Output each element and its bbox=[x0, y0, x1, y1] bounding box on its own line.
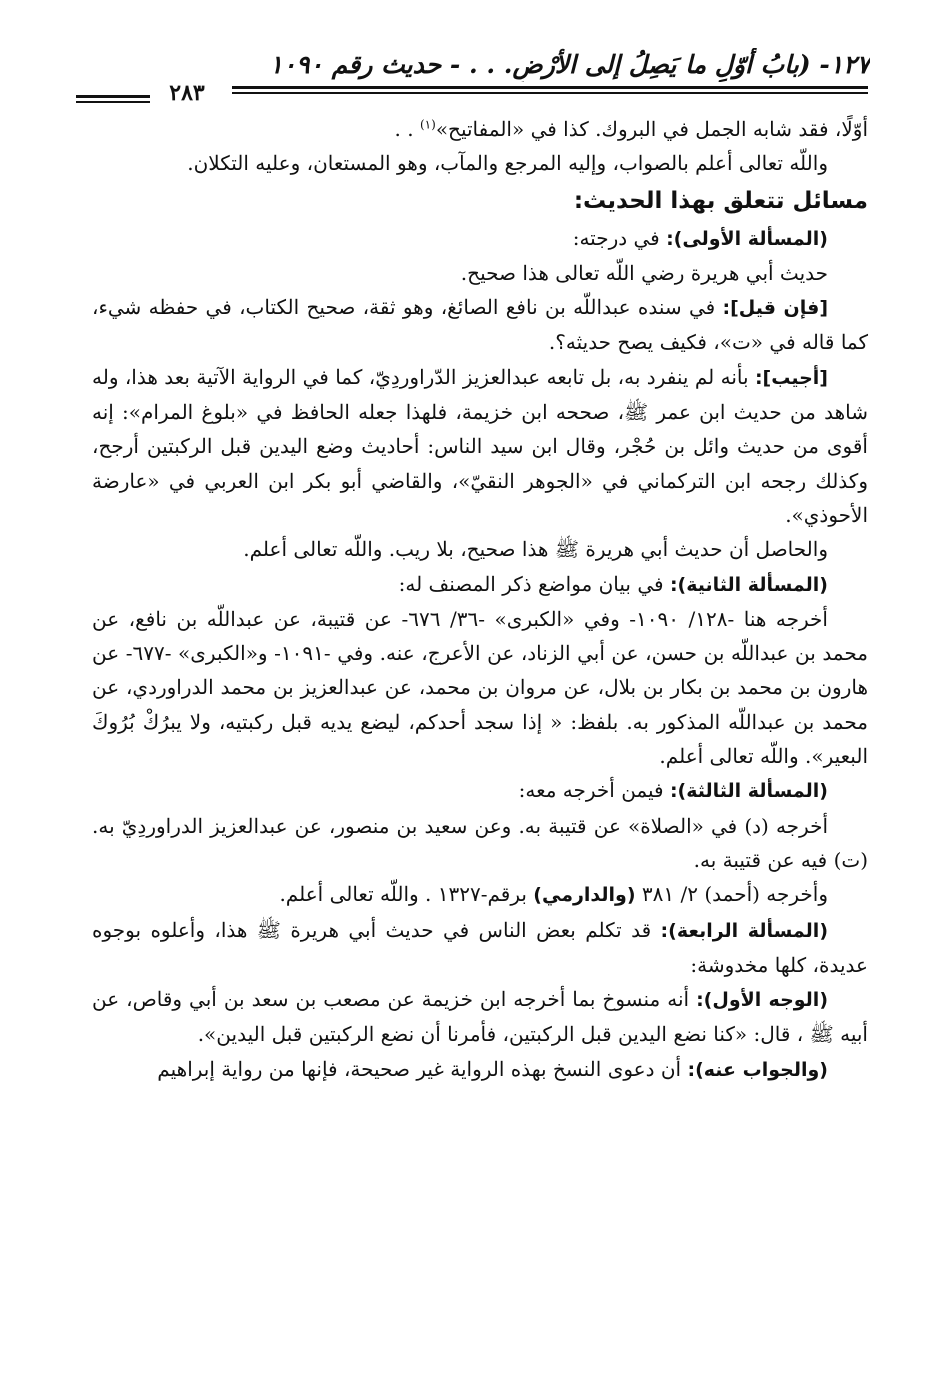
issue-4-text: قد تكلم بعض الناس في حديث أبي هريرة ﷺ هذا، وأعلوه بوجوه عديدة، كلها مخدوشة: bbox=[92, 917, 868, 977]
aspect-1-text: أنه منسوخ بما أخرجه ابن خزيمة عن مصعب بن سعد بن أبي وقاص، عن أبيه ﷺ ، قال: «كنا نضع اليدين قبل الركبتين، فأمرنا أن نضع الركبتين قبل اليدين». bbox=[92, 987, 868, 1047]
answer-text: بأنه لم ينفرد به، بل تابعه عبدالعزيز الدّراوردِيّ، كما في الرواية الآتية بعد هذا، وله شاهد من حديث ابن عمر ﷺ، صححه ابن خزيمة، فلهذا جعله الحافظ في «بلوغ المرام»: إنه أقوى من حديث وائل بن حُجْر، وقال ابن سيد الناس: أحاديث وضع اليدين قبل الركبتين أرجح، وكذلك رجحه ابن التركماني في «الجوهر النقيّ»، والقاضي أبو بكر ابن العربي في «عارضة الأحوذي». bbox=[92, 364, 868, 527]
issue-3-body-2 bbox=[92, 877, 868, 912]
page-number: ٢٨٣ bbox=[169, 80, 205, 106]
aspect-1 bbox=[92, 982, 868, 1052]
answer bbox=[92, 360, 868, 532]
issue-1 bbox=[92, 221, 868, 256]
issue-1-text: في درجته: bbox=[572, 225, 660, 250]
issue-4 bbox=[92, 913, 868, 983]
paragraph-closing-prayer: واللّه تعالى أعلم بالصواب، وإليه المرجع والمآب، وهو المستعان، وعليه التكلان. bbox=[187, 151, 828, 176]
footnote-marker: (١) bbox=[419, 117, 436, 132]
issue-3-body: أخرجه (د) في «الصلاة» عن قتيبة به. وعن سعيد بن منصور، عن عبدالعزيز الدراوردِيّ به. (ت) فيه عن قتيبة به. bbox=[92, 813, 868, 872]
paragraph-opening bbox=[92, 112, 868, 146]
opening-text: أوّلًا، فقد شابه الجمل في البروك. كذا في «المفاتيح» bbox=[435, 117, 868, 141]
reply-text: أن دعوى النسخ بهذه الرواية غير صحيحة، فإنها من رواية إبراهيم bbox=[157, 1056, 682, 1081]
objection-text: في سنده عبداللّه بن نافع الصائغ، وهو ثقة، صحيح الكتاب، في حفظه شيء، كما قاله في «ت»، فكيف يصح حديثه؟. bbox=[92, 295, 868, 355]
reply bbox=[92, 1052, 868, 1087]
running-header-title: ١٢٧- (بابُ أوّلِ ما يَصِلُ إلى الأرْضِ. . . - حديث رقم ١٠٩٠ bbox=[269, 50, 870, 79]
reply-label: (والجواب عنه): bbox=[687, 1058, 828, 1081]
issue-3-text: فيمن أخرجه معه: bbox=[518, 778, 664, 803]
issue-2-label: (المسألة الثانية): bbox=[669, 573, 828, 596]
issue-3 bbox=[92, 773, 868, 808]
header-rule bbox=[232, 86, 868, 89]
issue-3-body-2-bold: (والدارمي) bbox=[533, 884, 636, 907]
issue-2-body: أخرجه هنا -١٢٨/ ١٠٩٠- وفي «الكبرى» -٣٦/ ٦٧٦- عن قتيبة، عن عبداللّه بن نافع، عن محمد بن عبداللّه بن حسن، عن أبي الزناد، عن الأعرج، عنه. وفي -١٠٩١- و«الكبرى» -٦٧٧- عن هارون بن محمد بن بكار بن بلال، عن مروان بن محمد، عن عبدالعزيز بن محمد الدراوردي، عن محمد بن عبداللّه المذكور به. بلفظ: « إذا سجد أحدكم، ليضع يديه قبل ركبتيه، ولا يبرُكْ بُرُوكَ البعير». واللّه تعالى أعلم. bbox=[92, 606, 868, 769]
conclusion: والحاصل أن حديث أبي هريرة ﷺ هذا صحيح، بلا ريب. واللّه تعالى أعلم. bbox=[243, 537, 828, 562]
page-body bbox=[92, 112, 868, 1352]
page-number-rule-secondary bbox=[76, 101, 150, 103]
opening-text-end: . . bbox=[394, 117, 414, 141]
issue-1-body: حديث أبي هريرة رضي اللّه تعالى هذا صحيح. bbox=[460, 260, 828, 285]
issue-2-text: في بيان مواضع ذكر المصنف له: bbox=[398, 571, 664, 596]
page-number-rule bbox=[76, 95, 150, 98]
header-rule-secondary bbox=[232, 92, 868, 94]
objection bbox=[92, 290, 868, 360]
objection-label: [فإن قيل]: bbox=[722, 297, 829, 320]
section-heading: مسائل تتعلق بهذا الحديث: bbox=[573, 187, 868, 214]
issue-4-label: (المسألة الرابعة): bbox=[660, 919, 829, 942]
aspect-1-label: (الوجه الأول): bbox=[696, 989, 829, 1012]
answer-label: [أجيب]: bbox=[754, 366, 828, 389]
issue-3-body-2-post: برقم-١٣٢٧ . واللّه تعالى أعلم. bbox=[279, 882, 527, 907]
issue-3-label: (المسألة الثالثة): bbox=[669, 780, 828, 803]
issue-3-body-2-pre: وأخرجه (أحمد) ٢/ ٣٨١ bbox=[641, 882, 828, 907]
issue-1-label: (المسألة الأولى): bbox=[666, 227, 828, 250]
issue-2 bbox=[92, 567, 868, 602]
